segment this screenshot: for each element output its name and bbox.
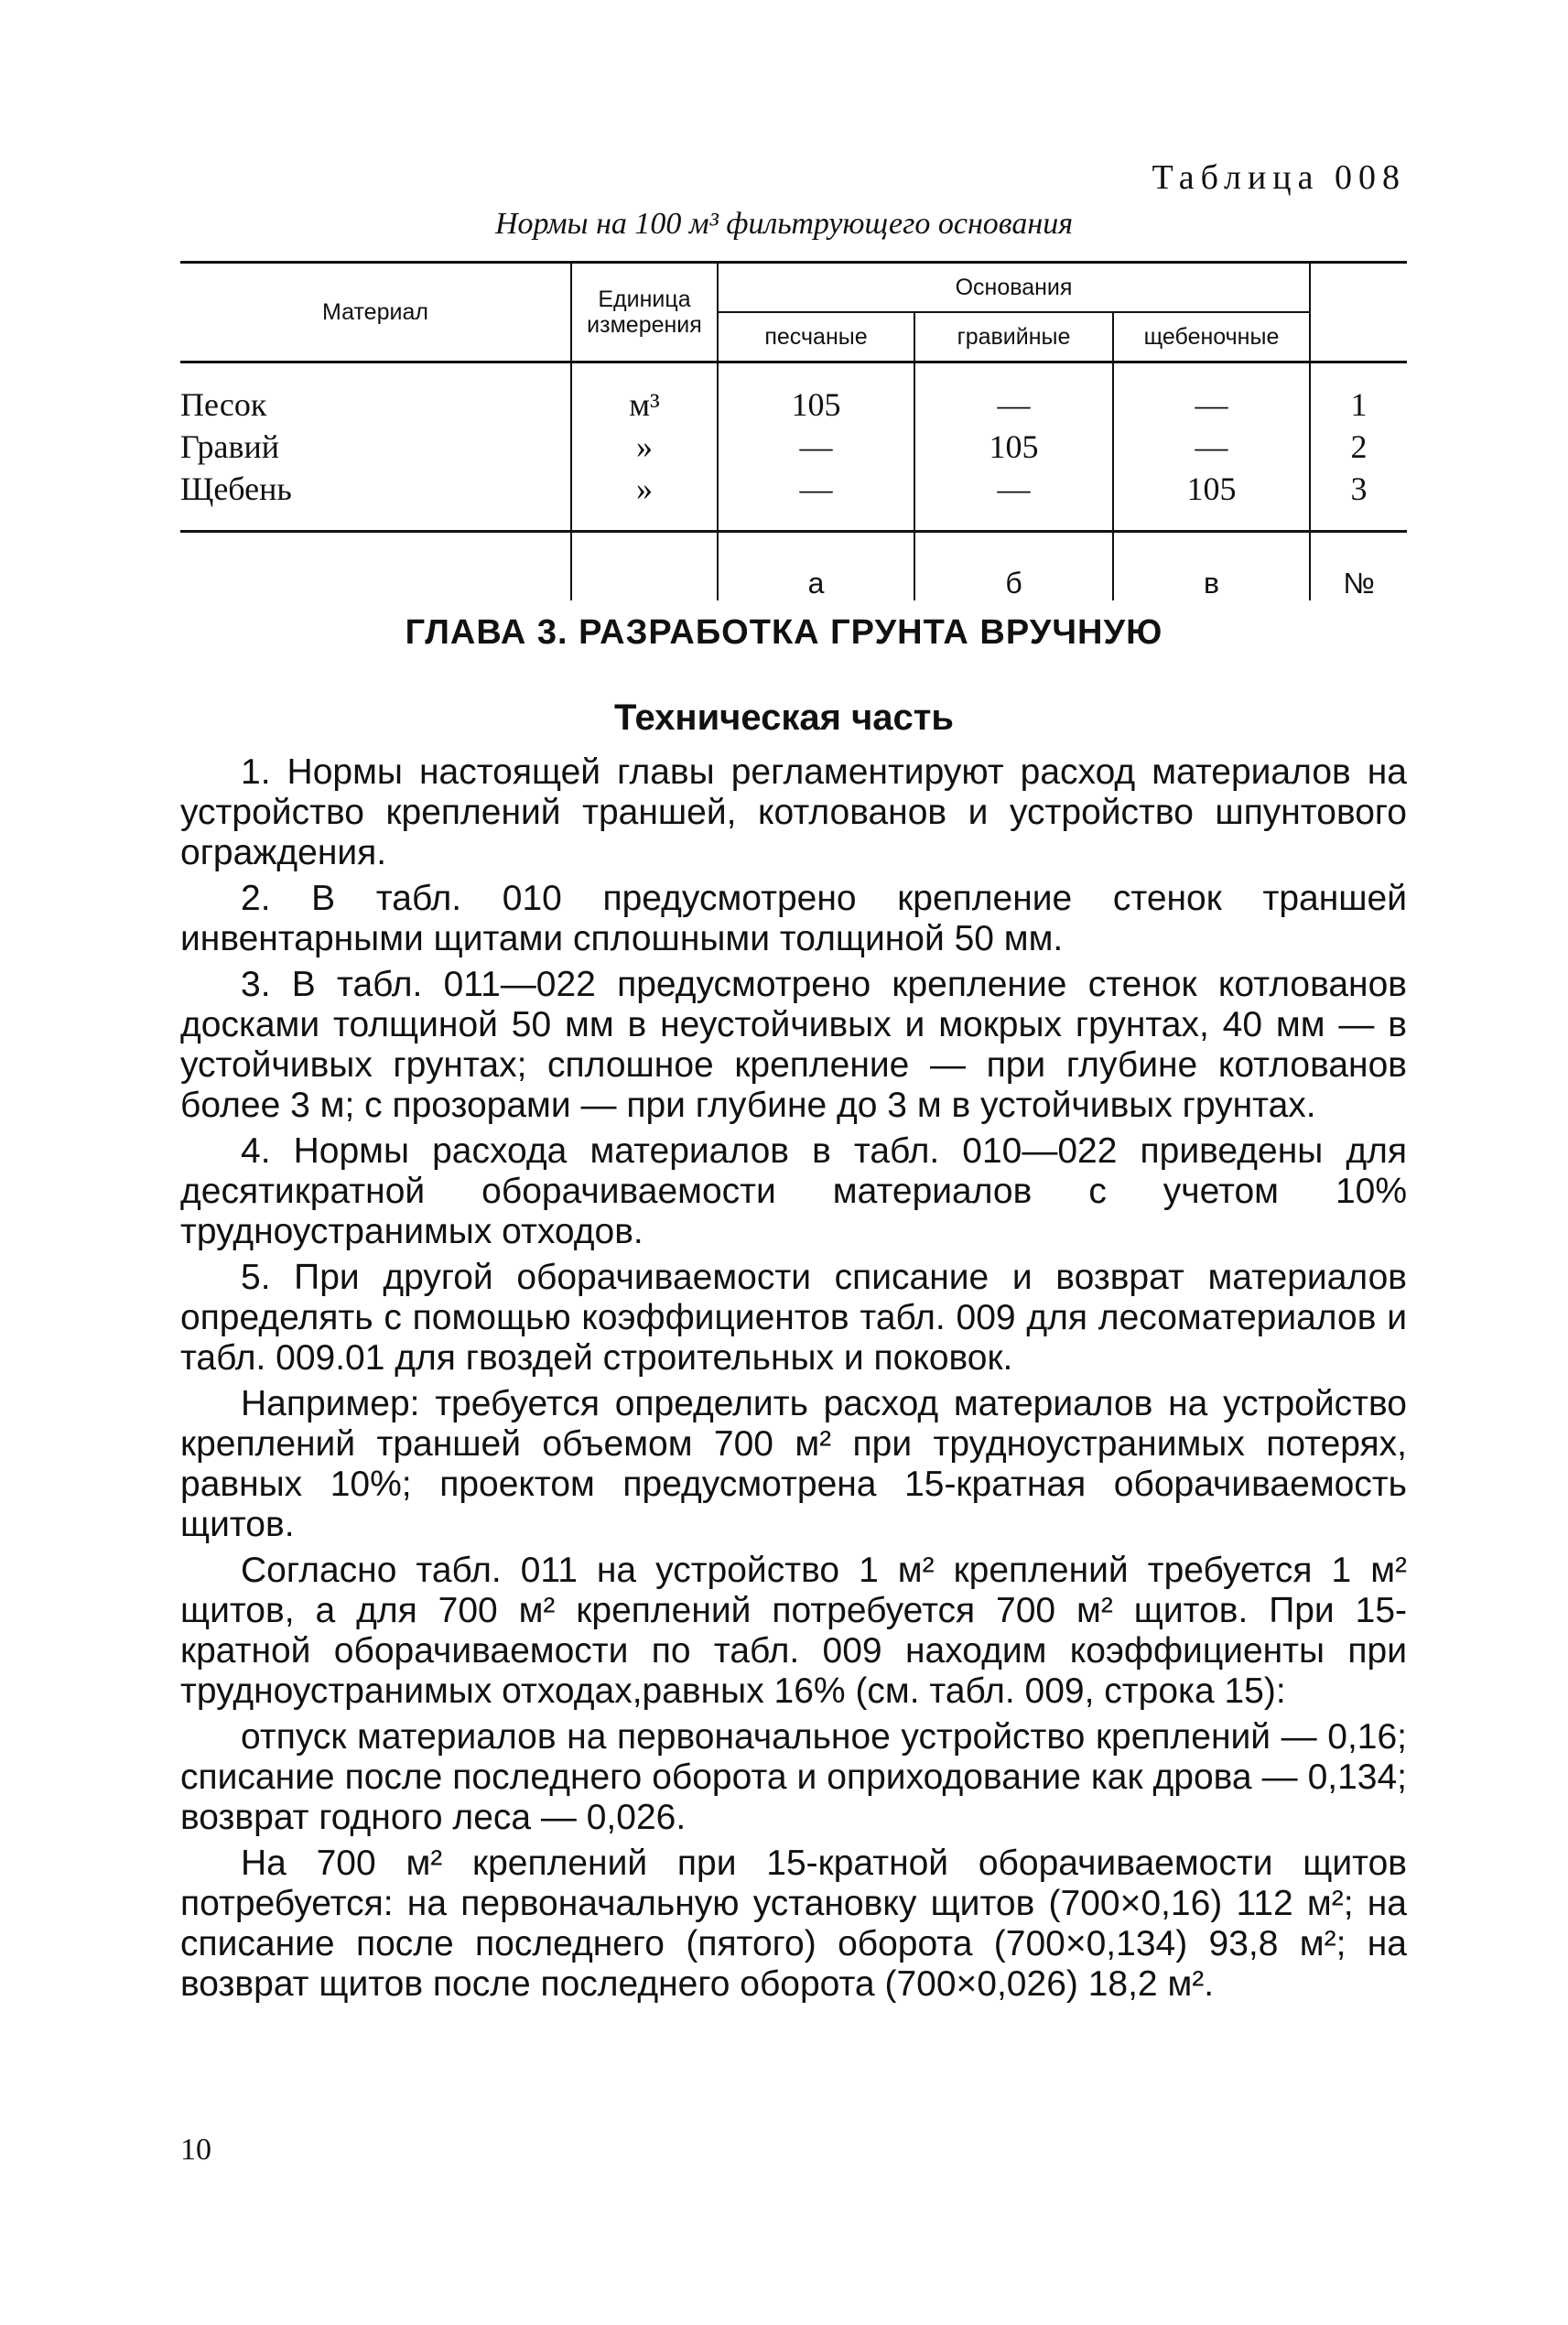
footer-number: № [1310,532,1407,601]
cell-crushed: 105 [1113,468,1310,532]
norms-table [180,261,1407,600]
table-caption: Нормы на 100 м³ фильтрующего основания [494,207,1074,241]
cell-material: Щебень [180,470,292,507]
page-number: 10 [180,2133,211,2167]
cell-unit: м³ [571,362,718,427]
footer-c: в [1113,532,1310,601]
cell-gravel: 105 [914,426,1113,468]
cell-unit: » [571,468,718,532]
cell-gravel: — [914,362,1113,427]
cell-crushed: — [1113,426,1310,468]
header-number-empty [1310,263,1407,362]
paragraph: Например: требуется определить расход материалов на устройство креплений траншей объемом 700 м² при трудноустранимых потерях, равных 10%; проектом предусмотрена 15-кратная оборачиваемость щитов. [180,1384,1407,1544]
footer-a: а [718,532,914,601]
cell-unit: » [571,426,718,468]
cell-gravel: — [914,468,1113,532]
header-bases: Основания [718,263,1310,313]
section-title: Техническая часть [614,698,954,738]
footer-unit-empty [571,532,718,601]
header-unit: Единица измерения [571,263,718,362]
header-crushed: щебеночные [1113,312,1310,361]
footer-empty [180,532,571,601]
header-sand: песчаные [718,312,914,361]
paragraph: 2. В табл. 010 предусмотрено крепление стенок траншей инвентарными щитами сплошными толщиной 50 мм. [180,879,1407,958]
paragraph: отпуск материалов на первоначальное устройство креплений — 0,16; списание после последнего оборота и оприходование как дрова — 0,134; возврат годного леса — 0,026. [180,1717,1407,1837]
header-gravel: гравийные [914,312,1113,361]
table-row [180,362,1407,427]
table-row [180,426,1407,468]
cell-sand: — [718,426,914,468]
paragraph: На 700 м² креплений при 15-кратной оборачиваемости щитов потребуется: на первоначальную установку щитов (700×0,16) 112 м²; на списание после последнего (пятого) оборота (700×0,134) 93,8 м²; на возврат щитов после последнего оборота (700×0,026) 18,2 м². [180,1844,1407,2004]
cell-number: 3 [1310,468,1407,532]
body-text [180,752,1407,2010]
table-footer-row [180,532,1407,601]
cell-sand: 105 [718,362,914,427]
paragraph: 1. Нормы настоящей главы регламентируют расход материалов на устройство креплений траншей, котлованов и устройство шпунтового ограждения. [180,752,1407,872]
cell-number: 2 [1310,426,1407,468]
table-row [180,468,1407,532]
cell-material: Песок [180,386,267,423]
cell-sand: — [718,468,914,532]
chapter-title: ГЛАВА 3. РАЗРАБОТКА ГРУНТА ВРУЧНУЮ [405,613,1163,652]
paragraph: 5. При другой оборачиваемости списание и возврат материалов определять с помощью коэффициентов табл. 009 для лесоматериалов и табл. 009.01 для гвоздей строительных и поковок. [180,1258,1407,1378]
header-material: Материал [322,298,428,325]
paragraph: Согласно табл. 011 на устройство 1 м² креплений требуется 1 м² щитов, а для 700 м² креплений потребуется 700 м² щитов. При 15-кратной оборачиваемости по табл. 009 находим коэффициенты при трудноустранимых отходах,равных 16% (см. табл. 009, строка 15): [180,1551,1407,1711]
paragraph: 4. Нормы расхода материалов в табл. 010—022 приведены для десятикратной оборачиваемости материалов с учетом 10% трудноустранимых отходов. [180,1131,1407,1251]
cell-material: Гравий [180,428,280,465]
cell-number: 1 [1310,362,1407,427]
footer-b: б [914,532,1113,601]
paragraph: 3. В табл. 011—022 предусмотрено крепление стенок котлованов досками толщиной 50 мм в неустойчивых и мокрых грунтах, 40 мм — в устойчивых грунтах; сплошное крепление — при глубине котлованов более 3 м; с прозорами — при глубине до 3 м в устойчивых грунтах. [180,965,1407,1125]
cell-crushed: — [1113,362,1310,427]
table-label: Таблица 008 [1152,158,1406,197]
